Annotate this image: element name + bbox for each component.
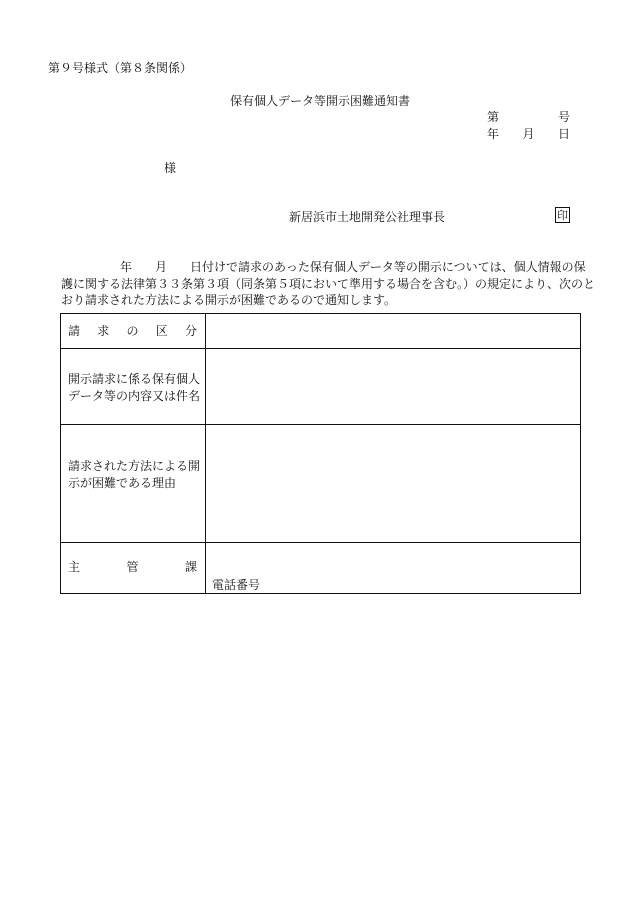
department-label [61,543,206,594]
table-row [61,314,581,349]
label-char: 請 [68,324,81,338]
doc-number-prefix: 第 [487,110,500,124]
reason-value[interactable] [206,425,581,543]
request-category-label [61,314,206,349]
label-line: 示が困難である理由 [68,476,177,490]
notice-table [60,313,581,594]
label-char: 課 [184,560,197,574]
table-row [61,349,581,425]
reason-label [61,425,206,543]
department-value[interactable] [206,543,581,594]
data-content-value[interactable] [206,349,581,425]
seal-mark: 印 [557,208,568,222]
table-row [61,543,581,594]
date-day: 日 [557,127,570,141]
label-char: 管 [126,560,139,574]
label-line: データ等の内容又は件名 [68,389,201,403]
table-row [61,425,581,543]
document-title: 保有個人データ等開示困難通知書 [230,94,411,108]
label-char: 分 [184,324,197,338]
notice-body [61,259,596,309]
request-category-value[interactable] [206,314,581,349]
label-line: 開示請求に係る保有個人 [68,372,201,386]
label-char: 主 [68,560,81,574]
date-year: 年 [487,127,500,141]
body-month: 月 [155,260,168,274]
addressee-suffix: 様 [164,161,177,175]
body-line-1-rest: 日付けで請求のあった保有個人データ等の開示については、個人情報の保 [190,260,586,274]
label-char: 区 [155,324,168,338]
data-content-label [61,349,206,425]
phone-number-label: 電話番号 [212,578,261,592]
label-char: の [126,324,139,338]
body-year: 年 [120,260,133,274]
label-line: 請求された方法による開 [68,459,201,473]
form-number: 第９号様式（第８条関係） [48,61,193,75]
body-line-3: おり請求された方法による開示が困難であるので通知します。 [61,293,397,307]
body-line-1 [61,259,586,276]
label-char: 求 [97,324,110,338]
body-line-2: 護に関する法律第３３条第３項（同条第５項において準用する場合を含む。）の規定により、次のと [61,276,596,291]
issue-date [487,128,570,140]
document-number [487,111,570,123]
doc-number-suffix: 号 [557,110,570,124]
date-month: 月 [522,127,535,141]
issuer-name: 新居浜市土地開発公社理事長 [289,210,446,224]
